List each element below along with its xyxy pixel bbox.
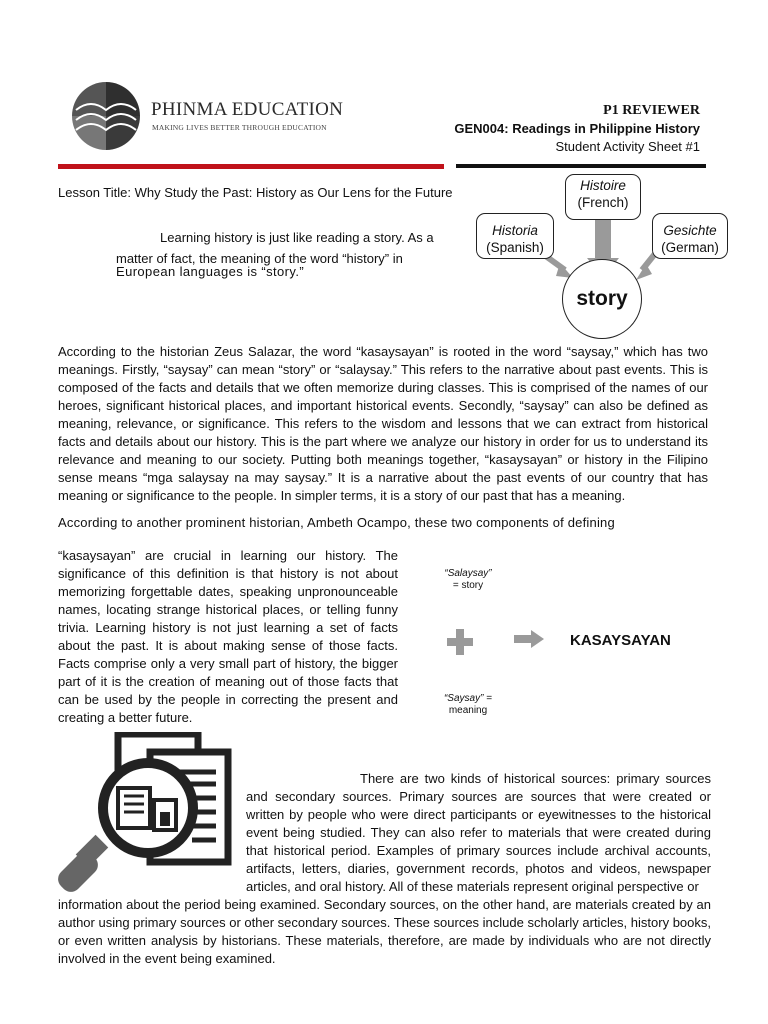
historia-box [476,213,554,259]
kasaysayan-result: KASAYSAYAN [570,632,671,649]
sheet-title: Student Activity Sheet #1 [555,139,700,154]
intro-line-2a: matter of fact, the meaning of the word [116,251,343,266]
logo-tagline: MAKING LIVES BETTER THROUGH EDUCATION [152,123,327,132]
gesichte-lang: (German) [661,240,719,255]
lesson-title: Lesson Title: Why Study the Past: History as Our Lens for the Future [58,185,453,200]
intro-line-3: European languages is “story.” [116,264,305,279]
story-circle: story [562,259,642,339]
course-title: GEN004: Readings in Philippine History [454,121,700,136]
logo-name: PHINMA EDUCATION [151,99,344,120]
sources-paragraph-2: information about the period being examined. Secondary sources, on the other hand, are materials created by an author using primary sources or other secondary sources. These sources include scholarly articles, history books, or even written analysis by historians. These materials, therefore, are made by individuals who are not directly involved in the event being examined. [58,897,711,966]
ocampo-line-1: According to another prominent historian, Ambeth Ocampo, these two components of defining [58,515,615,530]
histoire-box [565,174,641,220]
salaysay-word: “Salaysay” [444,568,492,579]
header-divider-red [58,164,444,169]
salaysay-meaning: = story [452,580,484,591]
sources-paragraph-1: There are two kinds of historical sources: primary sources and secondary sources. Primary sources are sources that were created or written by people who were direct participants or eyewitnesses to the historical event being studied. They can also refer to materials that were created during that historical period. Examples of primary sources include archival accounts, artifacts, letters, diaries, government records, photos and videos, newspaper articles, and oral history. All of these materials represent original perspective or [246,771,711,894]
historia-lang: (Spanish) [486,240,544,255]
magnifier-document-icon [58,732,238,897]
intro-line-2b: “history” in [342,251,403,266]
header-divider-black [456,164,706,168]
gesichte-box [652,213,728,259]
saysay-label [436,693,500,717]
salazar-paragraph: According to the historian Zeus Salazar, the word “kasaysayan” is rooted in the word “saysay,” which has two meanings. Firstly, “saysay” can mean “story” or “salaysay.” This refers to the narrative about past events. This is composed of the facts and details that we often memorize during classes. This is comprised of the names of our heroes, significant historical places, and important historical events. Secondly, “saysay” can also be defined as meaning, relevance, or significance. This refers to the wisdom and lessons that we can extract from historical facts and details about our history. This is the part where we analyze our history in order for us to understand its relevance and meaning to our society. Putting both meanings together, “kasaysayan” or history in the Filipino sense means “mga salaysay na may saysay.” It is a narrative about the past events of our country that has meaning or significance to the people. In simpler terms, it is a story of our past that has a meaning. [58,344,708,503]
gesichte-word: Gesichte [663,223,717,238]
phinma-logo-icon [66,80,146,150]
saysay-word: “Saysay” = [443,693,493,704]
saysay-meaning: meaning [448,705,488,716]
histoire-lang: (French) [577,195,629,210]
reviewer-label: P1 REVIEWER [603,103,700,118]
salaysay-label [436,568,500,592]
plus-icon [447,629,473,655]
arrow-right-icon [514,630,544,648]
historia-word: Historia [492,223,538,238]
histoire-word: Histoire [580,178,626,193]
intro-line-1: Learning history is just like reading a story. As a [160,230,434,245]
ocampo-paragraph: “kasaysayan” are crucial in learning our history. The significance of this definition is that history is not about memorizing forgettable dates, speaking unpronounceable names, locating strange historical places, or telling funny trivia. Learning history is not just learning a set of facts about the past. It is about making sense of those facts. Facts comprise only a very small part of history, the bigger part of it is the creation of meaning out of those facts that can be used by the people in correcting the present and creating a better future. [58,548,398,725]
